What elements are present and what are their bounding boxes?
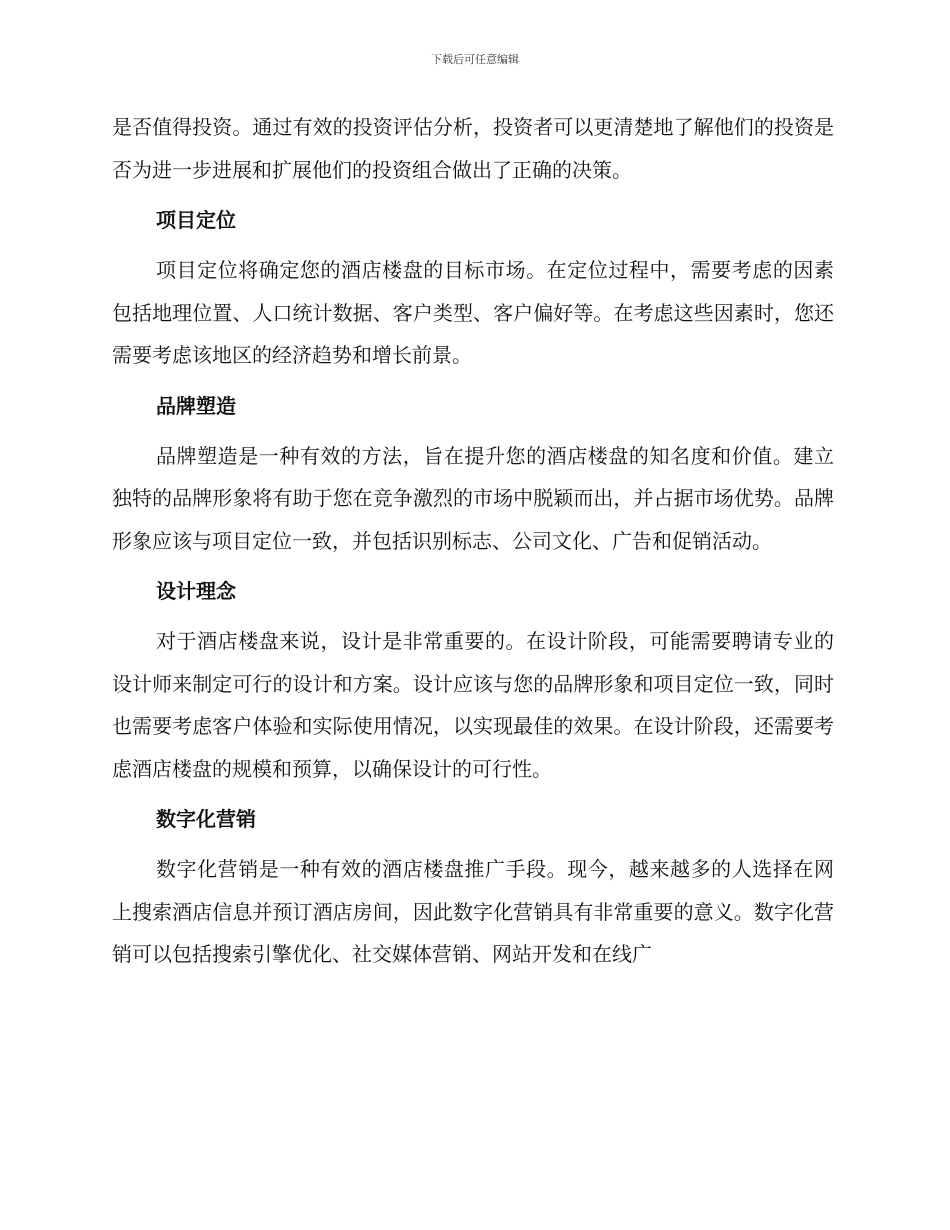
- section-heading-design-concept: 设计理念: [156, 579, 236, 603]
- section-body-brand-building: 品牌塑造是一种有效的方法，旨在提升您的酒店楼盘的知名度和价值。建立独特的品牌形象将有助于您在竞争激烈的市场中脱颖而出，并占据市场优势。品牌形象应该与项目定位一致，并包括识别标志、公司文化、广告和促销活动。: [112, 443, 834, 553]
- section-body-digital-marketing: 数字化营销是一种有效的酒店楼盘推广手段。现今，越来越多的人选择在网上搜索酒店信息并预订酒店房间，因此数字化营销具有非常重要的意义。数字化营销可以包括搜索引擎优化、社交媒体营销、网站开发和在线广: [112, 857, 834, 966]
- intro-paragraph: 是否值得投资。通过有效的投资评估分析，投资者可以更清楚地了解他们的投资是否为进一步进展和扩展他们的投资组合做出了正确的决策。: [112, 115, 834, 182]
- section-body-project-positioning: 项目定位将确定您的酒店楼盘的目标市场。在定位过程中，需要考虑的因素包括地理位置、人口统计数据、客户类型、客户偏好等。在考虑这些因素时，您还需要考虑该地区的经济趋势和增长前景。: [112, 258, 834, 367]
- section-heading-digital-marketing: 数字化营销: [156, 807, 256, 831]
- section-heading-project-positioning: 项目定位: [156, 208, 236, 232]
- section-body-design-concept: 对于酒店楼盘来说，设计是非常重要的。在设计阶段，可能需要聘请专业的设计师来制定可行的设计和方案。设计应该与您的品牌形象和项目定位一致，同时也需要考虑客户体验和实际使用情况，以实现最佳的效果。在设计阶段，还需要考虑酒店楼盘的规模和预算，以确保设计的可行性。: [112, 629, 834, 781]
- header-note: 下载后可任意编辑: [431, 53, 519, 66]
- document-content: [112, 106, 834, 976]
- section-heading-brand-building: 品牌塑造: [156, 393, 236, 418]
